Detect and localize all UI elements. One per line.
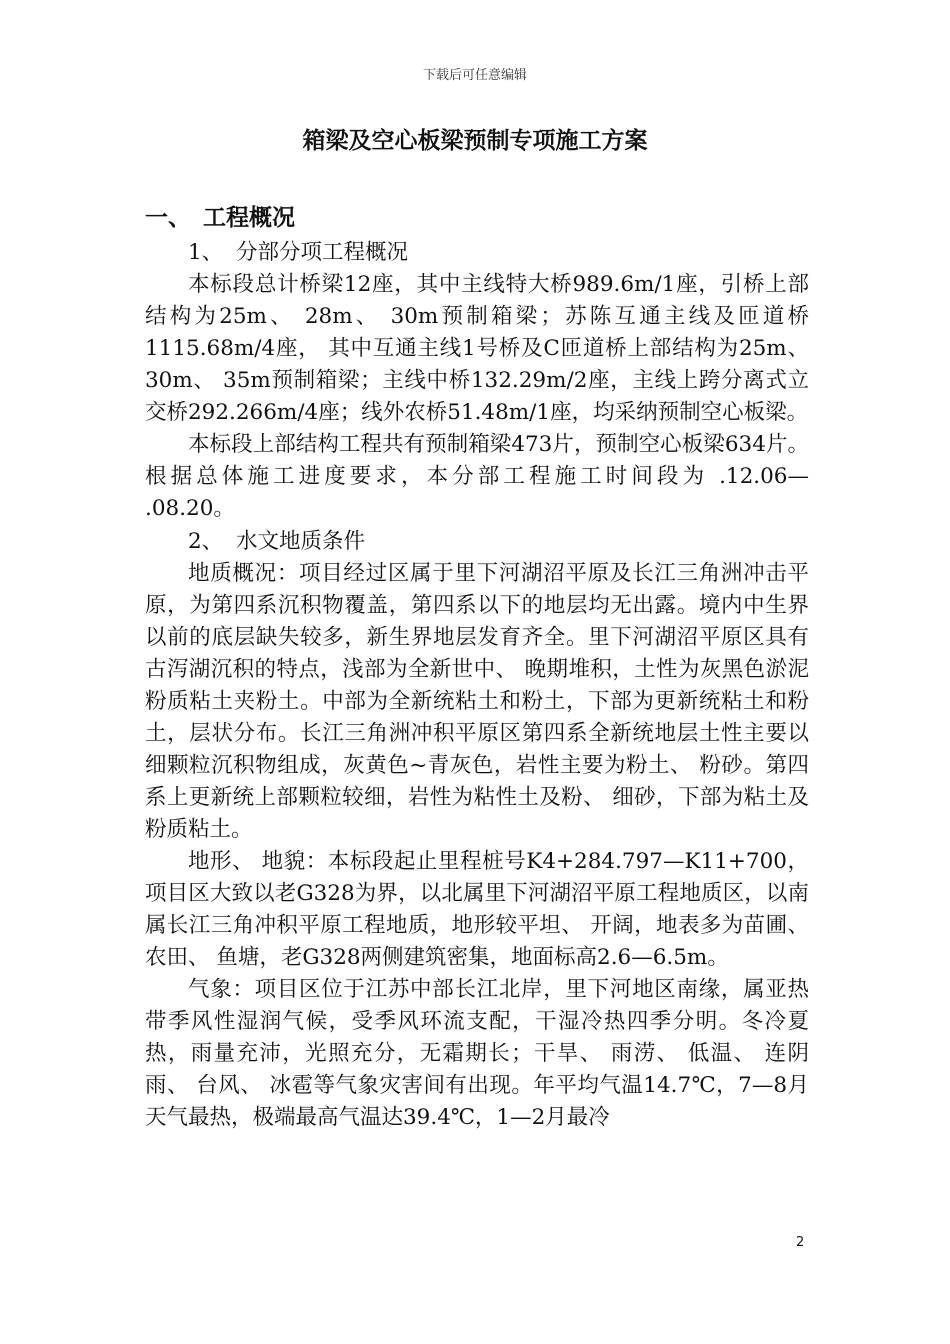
subsection-heading	[145, 526, 809, 558]
section-heading	[145, 200, 809, 236]
paragraph-climate: 气象：项目区位于江苏中部长江北岸，里下河地区南缘，属亚热带季风性湿润气候，受季风环流支配，干湿冷热四季分明。冬冷夏热，雨量充沛，光照充分，无霜期长；干旱、 雨涝、 低温、 连阴雨、 台风、 冰雹等气象灾害间有出现。年平均气温14.7℃，7—8月天气最热，极端最高气温达39.4℃，1—2月最冷	[145, 977, 809, 1130]
section-label: 工程概况	[203, 205, 295, 231]
paragraph-topography: 地形、 地貌：本标段起止里程桩号K4+284.797—K11+700，项目区大致以老G328为界，以北属里下河湖沼平原工程地质区，以南属长江三角冲积平原工程地质，地形较平坦、 开阔，地表多为苗圃、 农田、 鱼塘，老G328两侧建筑密集，地面标高2.6—6.5m。	[145, 849, 809, 970]
paragraph-geology: 地质概况：项目经过区属于里下河湖沼平原及长江三角洲冲击平原，为第四系沉积物覆盖，第四系以下的地层均无出露。境内中生界以前的底层缺失较多，新生界地层发育齐全。里下河湖沼平原区具有古泻湖沉积的特点，浅部为全新世中、 晚期堆积，土性为灰黑色淤泥粉质粘土夹粉土。中部为全新统粘土和粉土，下部为更新统粘土和粉土，层状分布。长江三角洲冲积平原区第四系全新统地层土性主要以细颗粒沉积物组成，灰黄色~青灰色，岩性主要为粉土、 粉砂。第四系上更新统上部颗粒较细，岩性为粘性土及粉、 细砂，下部为粘土及粉质粘土。	[145, 561, 809, 842]
subsection-heading	[145, 237, 809, 269]
subsection-label: 分部分项工程概况	[236, 240, 409, 265]
page-number: 2	[796, 1235, 805, 1250]
paragraph-bridge-overview: 本标段总计桥梁12座，其中主线特大桥989.6m/1座，引桥上部结构为25m、 28m、 30m预制箱梁；苏陈互通主线及匝道桥1115.68m/4座， 其中互通主线1号桥及C匝道桥上部结构为25m、 30m、 35m预制箱梁；主线中桥132.29m/2座，主线上跨分离式立交桥292.266m/4座；线外农桥51.48m/1座，均采纳预制空心板梁。	[145, 272, 809, 425]
subsection-number: 2、	[188, 529, 224, 554]
subsection-label: 水文地质条件	[236, 529, 366, 554]
subsection-number: 1、	[188, 240, 224, 265]
document-title: 箱梁及空心板梁预制专项施工方案	[302, 128, 648, 154]
paragraph-prefab-quantity: 本标段上部结构工程共有预制箱梁473片，预制空心板梁634片。根据总体施工进度要求，本分部工程施工时间段为 .12.06— .08.20。	[145, 432, 809, 521]
document-body	[145, 200, 809, 1134]
section-number: 一、	[145, 205, 191, 231]
header-note: 下载后可任意编辑	[422, 68, 527, 83]
